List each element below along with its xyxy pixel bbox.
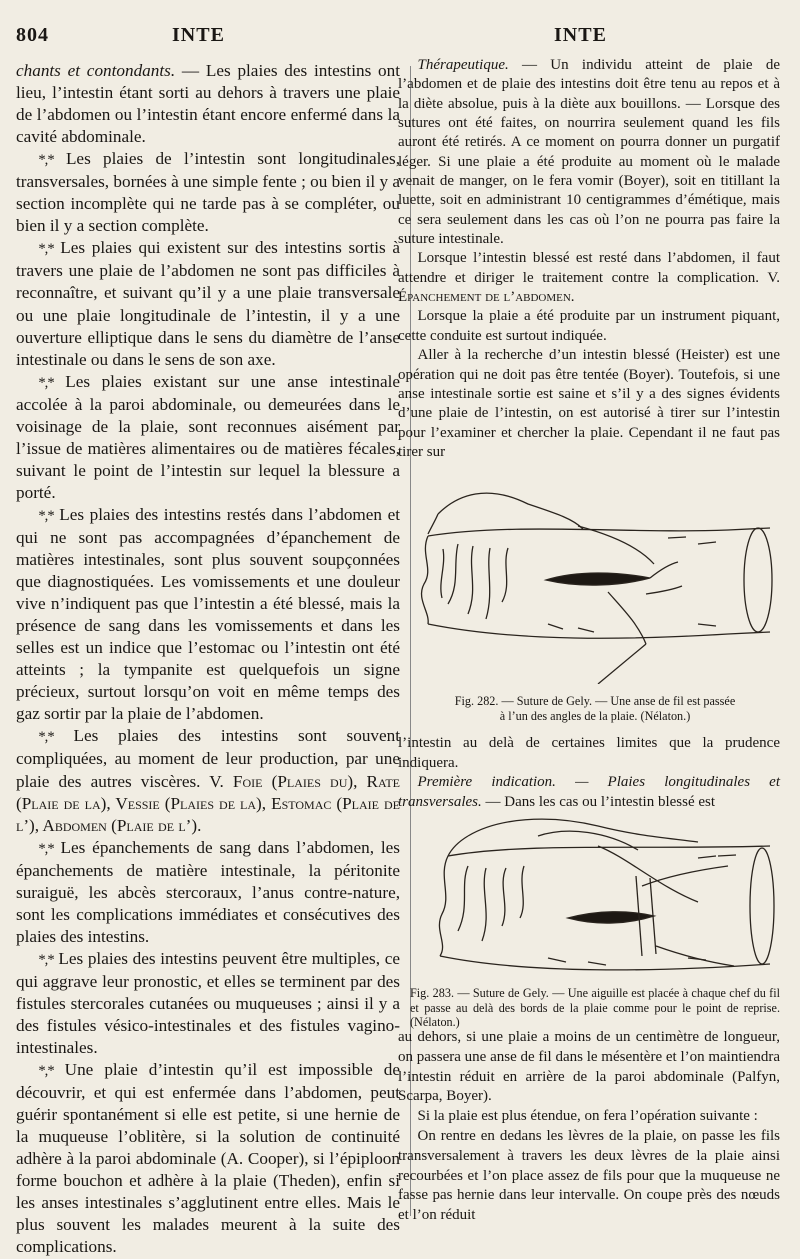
left-column	[16, 60, 400, 1259]
paragraph	[16, 837, 400, 948]
paragraph	[398, 1028, 780, 1107]
asterism: *,*	[38, 507, 54, 524]
running-head-right: INTE	[554, 24, 607, 46]
figure-283-intestine-suture	[398, 806, 780, 982]
asterism: *,*	[38, 729, 54, 746]
paragraph-text: Si la plaie est plus étendue, on fera l’opération suivante :	[417, 1108, 758, 1125]
page-number: 804	[16, 24, 49, 46]
paragraph	[16, 504, 400, 725]
asterism: *,*	[38, 951, 54, 968]
asterism: *,*	[38, 374, 54, 391]
paragraph-text: Aller à la recherche d’un intestin blessé (Heister) est une opération qui ne doit pas être tentée (Boyer). Toutefois, si une anse intestinale sortie est saine et s’il y a des signes évidents d’une plaie de l’intestin, on est autorisé à tirer sur l’intestin pour l’examiner et chercher la plaie. Cependant il ne faut pas tirer sur	[398, 347, 780, 460]
paragraph-text: Les plaies des intestins sont souvent compliquées, au moment de leur production, par une plaie des autres viscères. V.	[16, 726, 400, 791]
paragraph	[16, 1059, 400, 1258]
paragraph	[16, 371, 400, 504]
caption-line: Fig. 282. — Suture de Gely. — Une anse de fil est passée	[454, 694, 736, 708]
paragraph-text: — Un individu atteint de plaie de l’abdomen et de plaie des intestins doit être tenu au repos et à la diète absolue, puis à la diète aux bouillons. — Lorsque des sutures ont été faites, on nourrira seulement quand les fils auront été retirés. A ce moment on pourra donner un purgatif léger. Si une plaie a été produite au moment où le malade venait de manger, on le fera vomir (Boyer), soit en titillant la luette, soit en administrant 10 centigrammes d’émétique, mais ce sera seulement dans les cas où l’on ne pourra pas faire la suture intestinale.	[398, 57, 780, 248]
asterism: *,*	[38, 152, 54, 169]
paragraph-text: On rentre en dedans les lèvres de la plaie, on passe les fils transversalement à travers les deux lèvres de la plaie ainsi recourbées et l’on place assez de fils pour que la muqueuse ne fasse pas hernie dans leur intervalle. On coupe près des nœuds et l’on réduit	[398, 1127, 780, 1224]
paragraph	[16, 148, 400, 237]
paragraph-text: Les plaies existant sur une anse intestinale accolée à la paroi abdominale, ou demeurées dans le voisinage de la plaie, sont reconnues aisément par l’issue de matières alimentaires ou de matières fécales, suivant le point de l’intestin sur lequel la blessure a porté.	[16, 371, 400, 502]
paragraph-text: — Dans les cas ou l’intestin blessé est	[481, 793, 716, 810]
paragraph-text: Les plaies des intestins restés dans l’abdomen et qui ne sont pas accompagnées d’épanchement de matières intestinales, sont plus souvent soupçonnées que diagnostiquées. Les vomissements et une douleur vive n’indiquent pas que l’intestin a été blessé, mais la présence de sang dans les vomissements et dans les selles est un indice que l’estomac ou l’intestin ont été atteints ; la tympanite est quelquefois un signe précieux, surtout lorsqu’on voit en même temps des gaz sortir par la plaie de l’abdomen.	[16, 504, 401, 724]
cross-reference: Épanchement de l’abdomen.	[398, 289, 575, 306]
paragraph	[398, 734, 780, 773]
paragraph	[398, 249, 780, 307]
paragraph	[398, 307, 780, 346]
figure-282-intestine-suture	[398, 474, 780, 684]
paragraph-text: l’intestin au delà de certaines limites que la prudence indiquera.	[398, 735, 780, 771]
paragraph-text: Les plaies de l’intestin sont longitudinales, transversales, bornées à une simple fente ; ou bien il y a section incomplète qui ne tarde pas à se compléter, ou bien il y a section complète.	[16, 149, 401, 236]
paragraph	[16, 60, 400, 148]
paragraph-text: — Les plaies des intestins ont lieu, l’intestin étant sorti au dehors à travers une plaie de l’abdomen ou l’intestin étant encore enfermé dans la cavité abdominale.	[16, 61, 400, 147]
right-column-top	[398, 56, 780, 462]
paragraph-text: Les plaies qui existent sur des intestins sortis à travers une plaie de l’abdomen ne sont pas difficiles à reconnaître, et suivant qu’il y a une plaie transversale ou une plaie longitudinale de l’intestin, il y a une ouverture elliptique dans le sens du diamètre de l’anse intestinale ou dans le sens de son axe.	[16, 238, 401, 369]
paragraph-text: au dehors, si une plaie a moins de un centimètre de longueur, on passera une anse de fil dans le mésentère et l’on maintiendra l’intestin réduit en arrière de la paroi abdominale (Palfyn, Scarpa, Boyer).	[398, 1029, 780, 1105]
asterism: *,*	[38, 1063, 54, 1080]
italic-lead: chants et contondants.	[16, 61, 176, 80]
paragraph	[398, 1107, 780, 1127]
paragraph-text: Lorsque l’intestin blessé est resté dans l’abdomen, il faut attendre et diriger le traitement contre la complication. V.	[398, 250, 780, 286]
paragraph-text: Une plaie d’intestin qu’il est impossible de découvrir, et qui est enfermée dans l’abdomen, peut guérir spontanément si elle est petite, si une hernie de la muqueuse l’oblitère, si la solution de continuité adhère à la paroi abdominale (A. Cooper), si l’épiploon forme bouchon et adhère à la plaie (Theden), enfin si les anses intestinales s’agglutinent entre elles. Mais le plus souvent les malades meurent à la suite des complications.	[16, 1060, 401, 1257]
paragraph-text: Les épanchements de sang dans l’abdomen, les épanchements de matière intestinale, la péritonite suraiguë, les abcès stercoraux, l’anus contre-nature, sont les complications immédiates et consécutives des plaies des intestins.	[16, 837, 400, 946]
italic-lead: Première indication. — Plaies longitudinales et transversales.	[398, 774, 780, 810]
right-column-bottom	[398, 1028, 780, 1226]
paragraph	[398, 1127, 780, 1226]
running-head-left: INTE	[172, 24, 225, 46]
cross-reference: Foie (Plaies du), Rate (Plaie de la), Vessie (Plaies de la), Estomac (Plaie de l’), Abdomen (Plaie de l’).	[16, 771, 400, 835]
paragraph	[16, 725, 400, 836]
paragraph	[16, 948, 400, 1059]
figure-282-caption	[410, 694, 780, 723]
figure-283-caption: Fig. 283. — Suture de Gely. — Une aiguille est placée à chaque chef du fil et passe au delà des bords de la plaie comme pour le point de reprise. (Nélaton.)	[410, 986, 780, 1029]
paragraph-text: Lorsque la plaie a été produite par un instrument piquant, cette conduite est surtout indiquée.	[398, 308, 780, 344]
right-column-middle	[398, 734, 780, 812]
paragraph	[16, 237, 400, 370]
asterism: *,*	[38, 241, 54, 258]
paragraph	[398, 56, 780, 249]
asterism: *,*	[38, 840, 54, 857]
caption-line: à l’un des angles de la plaie. (Nélaton.)	[499, 708, 691, 723]
paragraph-text: Les plaies des intestins peuvent être multiples, ce qui aggrave leur pronostic, et elles se terminent par des fistules stercorales cutanées ou muqueuses ; ainsi il y a des fistules vésico-intestinales et des fistules vagino-intestinales.	[16, 948, 400, 1058]
paragraph	[398, 346, 780, 462]
italic-lead: Thérapeutique.	[417, 57, 509, 73]
